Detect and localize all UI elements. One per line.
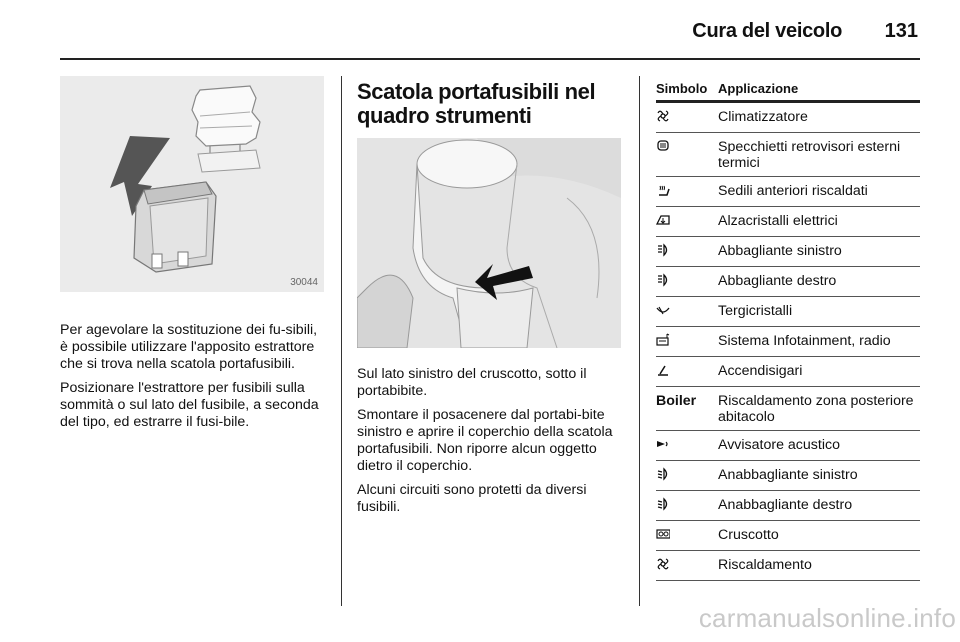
symbol-cell <box>656 387 718 431</box>
heated-seat-icon <box>656 183 670 197</box>
application-cell: Anabbagliante sinistro <box>718 461 920 491</box>
table-row <box>656 327 920 357</box>
table-row <box>656 237 920 267</box>
table-row <box>656 357 920 387</box>
page-title: Cura del veicolo <box>692 20 842 42</box>
table-row <box>656 267 920 297</box>
section-heading: Scatola portafusibili nel quadro strumenti <box>357 79 596 128</box>
table-row <box>656 133 920 177</box>
application-cell: Avvisatore acustico <box>718 431 920 461</box>
cigarette-lighter-icon <box>656 363 670 377</box>
horn-icon <box>656 437 670 451</box>
column-divider-right <box>639 76 640 606</box>
symbol-cell <box>656 237 718 267</box>
heated-mirror-icon <box>656 139 670 153</box>
symbol-cell <box>656 431 718 461</box>
column-divider-left <box>341 76 342 606</box>
fuse-extractor-drawing <box>60 76 324 292</box>
symbol-cell <box>656 357 718 387</box>
table-row <box>656 207 920 237</box>
application-cell: Cruscotto <box>718 521 920 551</box>
heating-fan-icon <box>656 557 670 571</box>
header-rule <box>60 58 920 60</box>
infotainment-icon <box>656 333 670 347</box>
wiper-icon <box>656 303 670 317</box>
symbol-cell <box>656 521 718 551</box>
dashboard-drawing <box>357 138 621 348</box>
paragraph: Sul lato sinistro del cruscotto, sotto il portabibite. <box>357 366 587 399</box>
application-cell: Abbagliante destro <box>718 267 920 297</box>
page-number: 131 <box>884 20 918 42</box>
power-window-icon <box>656 213 670 227</box>
application-cell: Climatizzatore <box>718 102 920 133</box>
application-cell: Riscaldamento zona posteriore abitacolo <box>718 387 920 431</box>
table-row <box>656 177 920 207</box>
symbol-cell <box>656 491 718 521</box>
application-cell: Anabbagliante destro <box>718 491 920 521</box>
application-cell: Sedili anteriori riscaldati <box>718 177 920 207</box>
table-row <box>656 431 920 461</box>
symbol-cell <box>656 102 718 133</box>
symbol-cell <box>656 297 718 327</box>
symbol-cell <box>656 327 718 357</box>
instrument-cluster-icon <box>656 527 670 541</box>
middle-column <box>357 76 623 523</box>
symbol-cell <box>656 267 718 297</box>
application-cell: Specchietti retrovisori esterni termici <box>718 133 920 177</box>
right-column <box>656 76 920 581</box>
application-cell: Sistema Infotainment, radio <box>718 327 920 357</box>
watermark: carmanualsonline.info <box>698 603 956 633</box>
high-beam-left-icon <box>656 243 670 257</box>
table-row <box>656 521 920 551</box>
col-application-header: Applicazione <box>718 76 920 102</box>
application-cell: Riscaldamento <box>718 551 920 581</box>
low-beam-right-icon <box>656 497 670 511</box>
left-column <box>60 76 328 438</box>
application-cell: Tergicristalli <box>718 297 920 327</box>
table-row <box>656 387 920 431</box>
fan-icon <box>656 109 670 123</box>
paragraph: Posizionare l'estrattore per fusibili sulla sommità o sul lato del fusibile, a seconda del tipo, ed estrarre il fusi-bile. <box>60 380 319 430</box>
paragraph: Alcuni circuiti sono protetti da diversi fusibili. <box>357 482 587 515</box>
symbol-text: Boiler <box>656 393 697 409</box>
table-row <box>656 461 920 491</box>
paragraph: Per agevolare la sostituzione dei fu-sibili, è possibile utilizzare l'apposito estrattore che si trova nella scatola portafusibili. <box>60 322 318 372</box>
application-cell: Abbagliante sinistro <box>718 237 920 267</box>
symbol-cell <box>656 207 718 237</box>
high-beam-right-icon <box>656 273 670 287</box>
fuse-extractor-illustration <box>60 76 324 292</box>
table-row <box>656 102 920 133</box>
table-row <box>656 551 920 581</box>
symbol-cell <box>656 461 718 491</box>
table-row <box>656 297 920 327</box>
low-beam-left-icon <box>656 467 670 481</box>
application-cell: Alzacristalli elettrici <box>718 207 920 237</box>
symbol-cell <box>656 133 718 177</box>
table-row <box>656 491 920 521</box>
dashboard-fusebox-illustration <box>357 138 621 348</box>
fuse-table <box>656 76 920 581</box>
application-cell: Accendisigari <box>718 357 920 387</box>
col-symbol-header: Simbolo <box>656 76 718 102</box>
figure-code: 30044 <box>290 277 318 288</box>
paragraph: Smontare il posacenere dal portabi-bite sinistro e aprire il coperchio della scatola portafusibili. Non riporre alcun oggetto dietro il coperchio. <box>357 407 613 474</box>
symbol-cell <box>656 551 718 581</box>
page-header <box>0 14 960 54</box>
symbol-cell <box>656 177 718 207</box>
